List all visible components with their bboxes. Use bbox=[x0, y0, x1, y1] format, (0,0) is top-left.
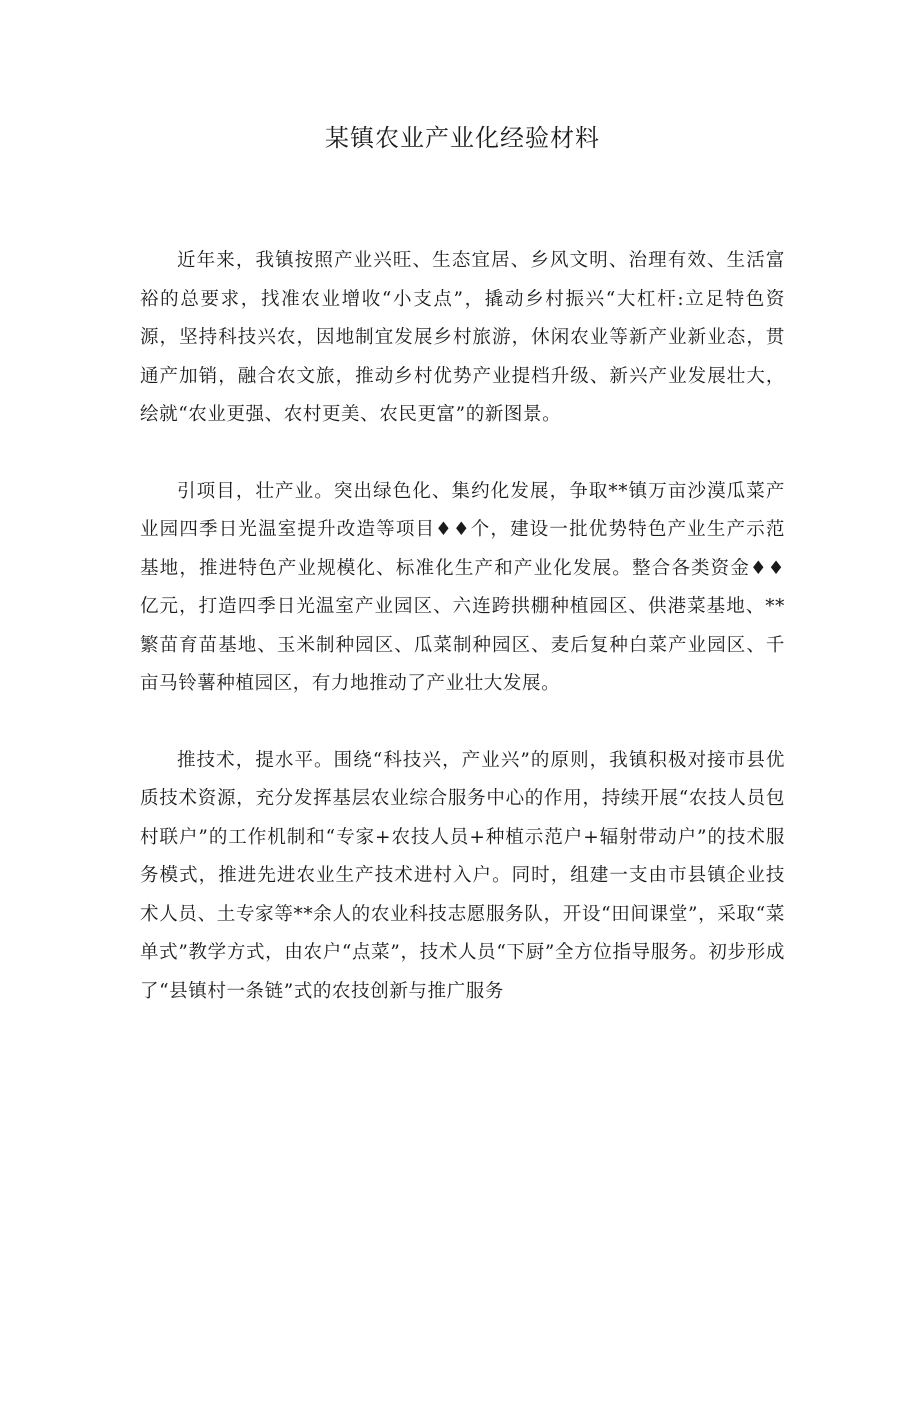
document-page bbox=[0, 118, 920, 1419]
paragraph-technology: 推技术，提水平。围绕“科技兴，产业兴”的原则，我镇积极对接市县优质技术资源，充分发挥基层农业综合服务中心的作用，持续开展“农技人员包村联户”的工作机制和“专家+农技人员+种植示范户+辐射带动户”的技术服务模式，推进先进农业生产技术进村入户。同时，组建一支由市县镇企业技术人员、土专家等**余人的农业科技志愿服务队，开设“田间课堂”，采取“菜单式”教学方式，由农户“点菜”，技术人员“下厨”全方位指导服务。初步形成了“县镇村一条链”式的农技创新与推广服务 bbox=[140, 749, 785, 1002]
document-title: 某镇农业产业化经验材料 bbox=[325, 124, 600, 152]
paragraph-intro: 近年来，我镇按照产业兴旺、生态宜居、乡风文明、治理有效、生活富裕的总要求，找准农业增收“小支点”，撬动乡村振兴“大杠杆:立足特色资源，坚持科技兴农，因地制宜发展乡村旅游，休闲农业等新产业新业态，贯通产加销，融合农文旅，推动乡村优势产业提档升级、新兴产业发展壮大，绘就“农业更强、农村更美、农民更富”的新图景。 bbox=[140, 250, 785, 425]
paragraph-projects: 引项目，壮产业。突出绿色化、集约化发展，争取**镇万亩沙漠瓜菜产业园四季日光温室提升改造等项目♦♦个，建设一批优势特色产业生产示范基地，推进特色产业规模化、标准化生产和产业化发展。整合各类资金♦♦亿元，打造四季日光温室产业园区、六连跨拱棚种植园区、供港菜基地、**繁苗育苗基地、玉米制种园区、瓜菜制种园区、麦后复种白菜产业园区、千亩马铃薯种植园区，有力地推动了产业壮大发展。 bbox=[140, 480, 785, 694]
document-body bbox=[140, 242, 785, 1011]
